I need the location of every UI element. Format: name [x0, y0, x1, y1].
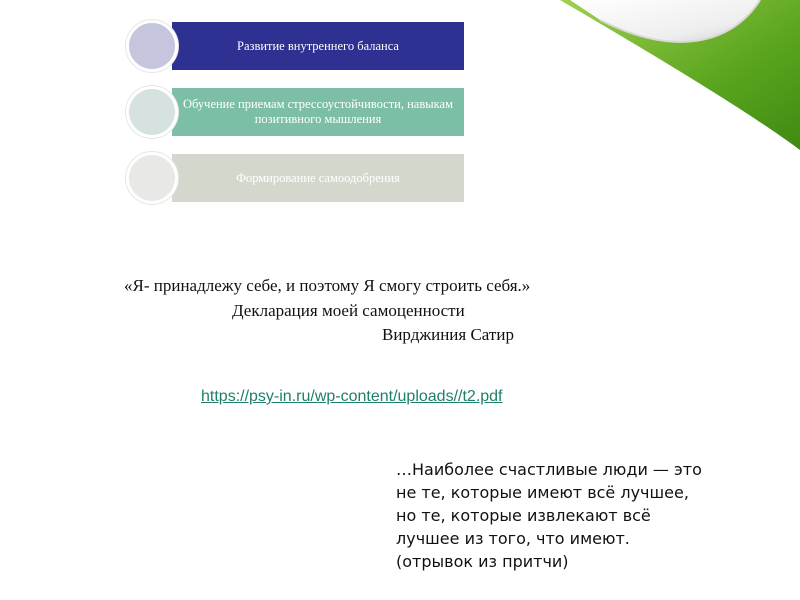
- list-item-label: Обучение приемам стрессоустойчивости, навыкам позитивного мышления: [172, 88, 464, 136]
- list-item-label: Развитие внутреннего баланса: [172, 22, 464, 70]
- bullet-circle: [126, 20, 178, 72]
- quote-author: Вирджиния Сатир: [382, 325, 514, 344]
- bullet-circle: [126, 86, 178, 138]
- bullet-circle: [126, 152, 178, 204]
- parable-line: но те, которые извлекают всё: [396, 506, 651, 525]
- page-curl-decoration: [560, 0, 800, 150]
- quote-line: «Я- принадлежу себе, и поэтому Я смогу строить себя.»: [124, 276, 531, 295]
- parable-line: лучшее из того, что имеют.: [396, 529, 630, 548]
- source-link[interactable]: https://psy-in.ru/wp-content/uploads//t2.pdf: [201, 388, 503, 405]
- parable-text: [396, 458, 786, 573]
- parable-line: не те, которые имеют всё лучшее,: [396, 483, 689, 502]
- list-item-label: Формирование самоодобрения: [172, 154, 464, 202]
- quote-source: Декларация моей самоценности: [232, 301, 465, 320]
- parable-line: …Наиболее счастливые люди — это: [396, 460, 702, 479]
- parable-line: (отрывок из притчи): [396, 552, 569, 571]
